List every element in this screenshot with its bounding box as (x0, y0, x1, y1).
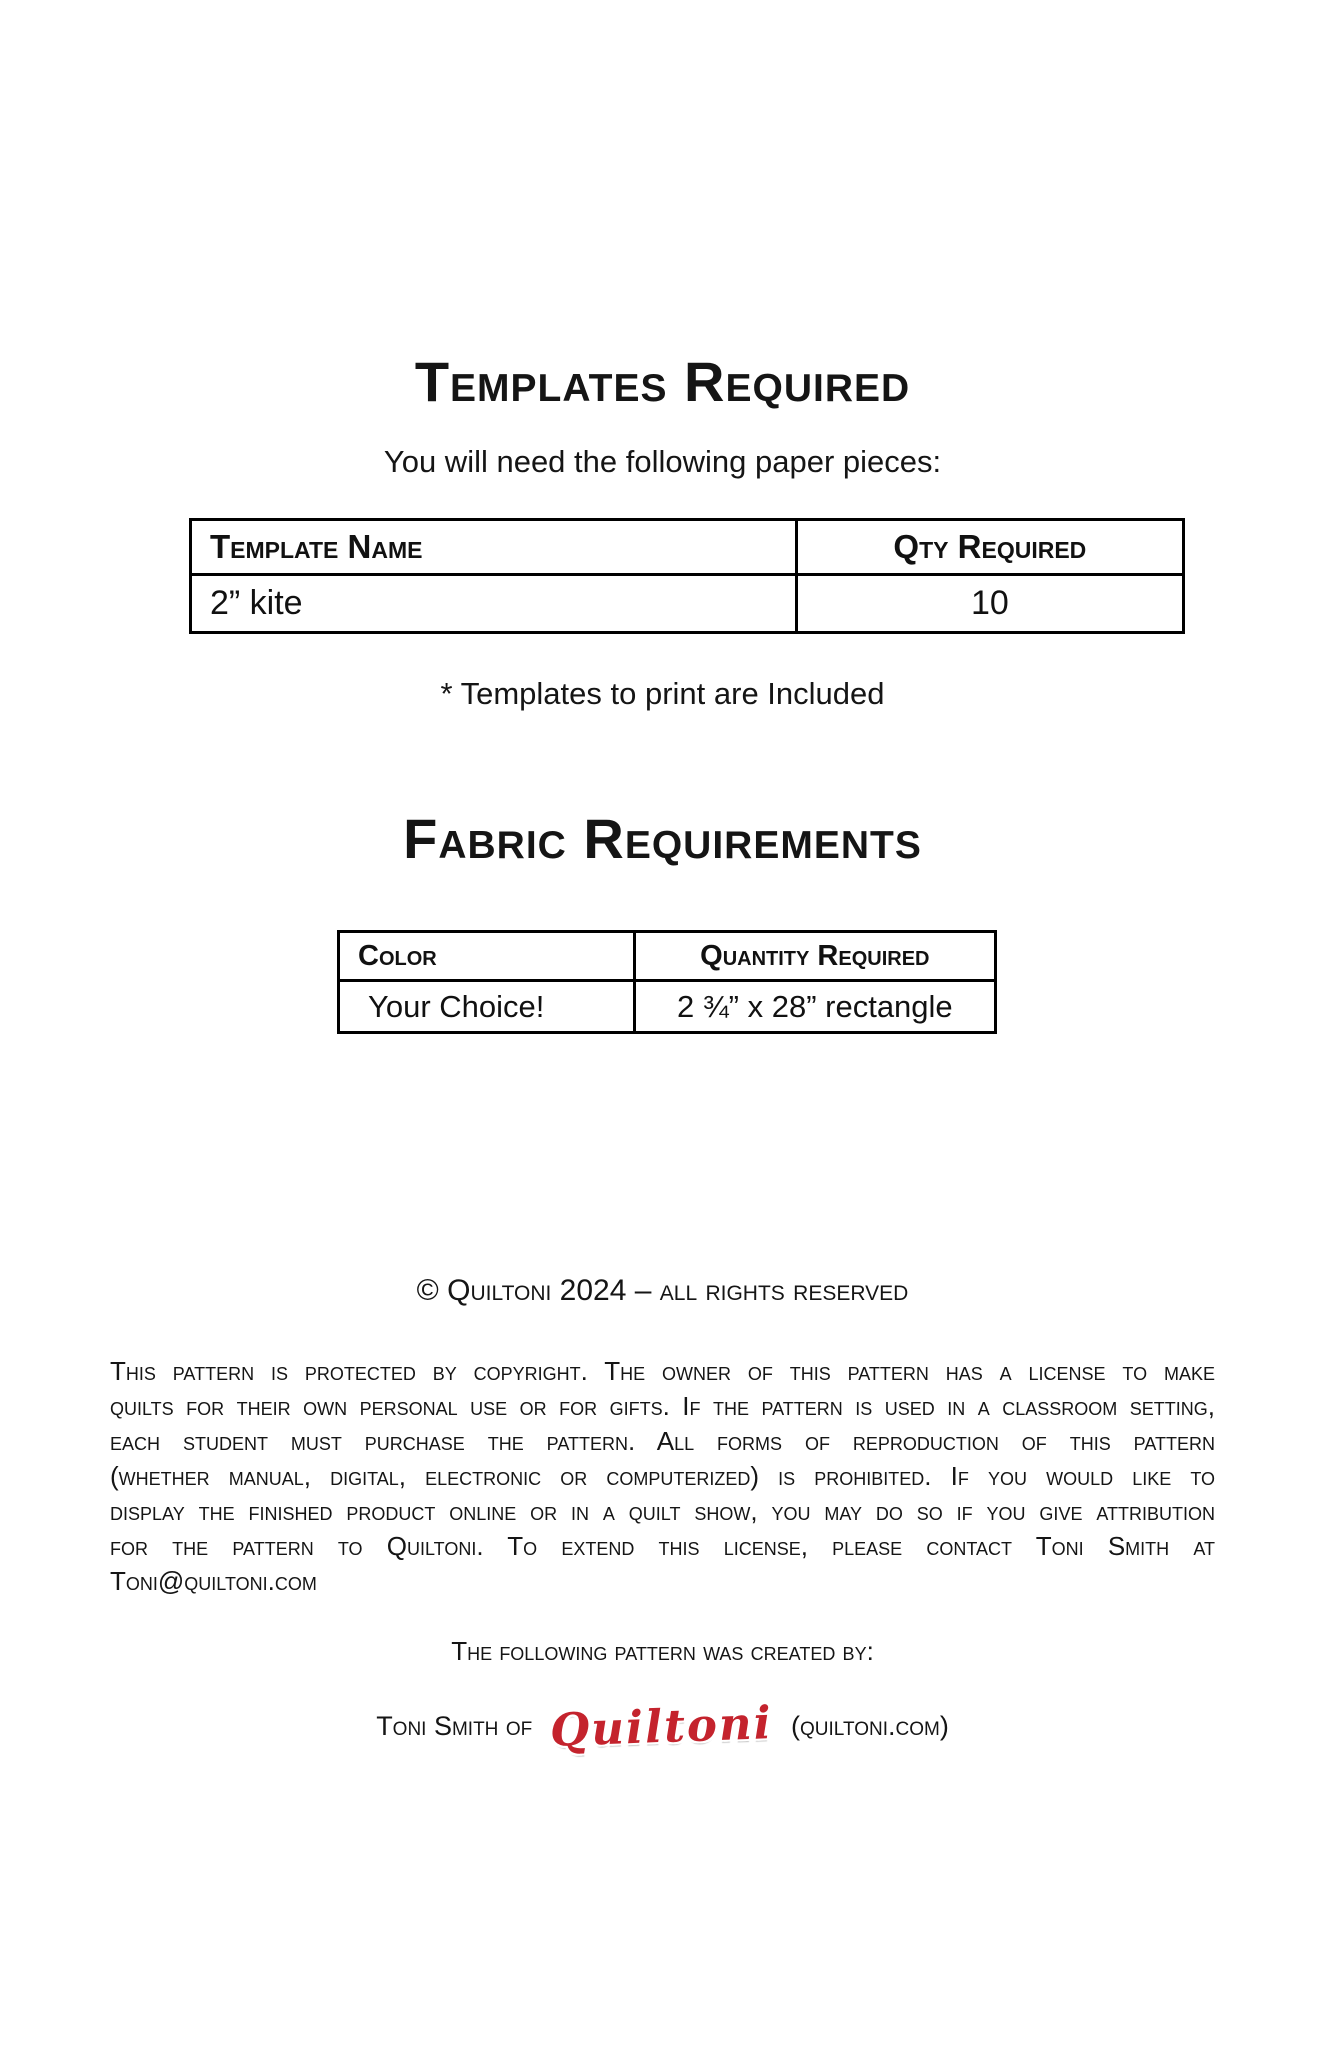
templates-required-heading: Templates Required (414, 350, 911, 413)
copyright-paragraph (110, 1354, 1215, 1599)
contact-email-text: Toni@quiltoni.com (110, 1566, 317, 1596)
table-row (339, 981, 996, 1033)
templates-table (189, 518, 1185, 634)
author-name: Toni Smith of (376, 1710, 533, 1741)
template-name-header: Template Name (191, 520, 797, 575)
templates-table-header-row (191, 520, 1184, 575)
site-label: (quiltoni.com) (791, 1710, 949, 1741)
fabric-table (337, 930, 997, 1034)
fabric-table-header-row (339, 932, 996, 981)
created-by-label: The following pattern was created by: (451, 1636, 874, 1666)
fabric-quantity-cell: 2 ¾” x 28” rectangle (634, 981, 995, 1033)
copyright-paragraph-line: each student must purchase the pattern. All forms of reproduction of this pattern (110, 1426, 1215, 1456)
template-qty-cell: 10 (796, 575, 1183, 633)
copyright-paragraph-line: This pattern is protected by copyright. The owner of this pattern has a license to make (110, 1356, 1215, 1386)
fabric-color-cell: Your Choice! (339, 981, 635, 1033)
author-line (0, 1690, 1325, 1762)
templates-subtitle: You will need the following paper pieces: (383, 444, 942, 479)
color-header: Color (339, 932, 635, 981)
fabric-requirements-heading: Fabric Requirements (403, 807, 922, 870)
templates-print-note: * Templates to print are Included (440, 676, 885, 711)
copyright-paragraph-line: quilts for their own personal use or for gifts. If the pattern is used in a classroom setting, (110, 1391, 1215, 1421)
copyright-paragraph-line: (whether manual, digital, electronic or computerized) is prohibited. If you would like to (110, 1461, 1215, 1491)
copyright-paragraph-line: display the finished product online or in a quilt show, you may do so if you give attribution (110, 1496, 1215, 1526)
qty-required-header: Qty Required (796, 520, 1183, 575)
quantity-required-header: Quantity Required (634, 932, 995, 981)
copyright-line: © Quiltoni 2024 – all rights reserved (416, 1274, 909, 1307)
template-name-cell: 2” kite (191, 575, 797, 633)
copyright-paragraph-line: for the pattern to Quiltoni. To extend this license, please contact Toni Smith at (110, 1531, 1215, 1561)
quiltoni-logo: Quiltoni (549, 1695, 774, 1757)
table-row (191, 575, 1184, 633)
